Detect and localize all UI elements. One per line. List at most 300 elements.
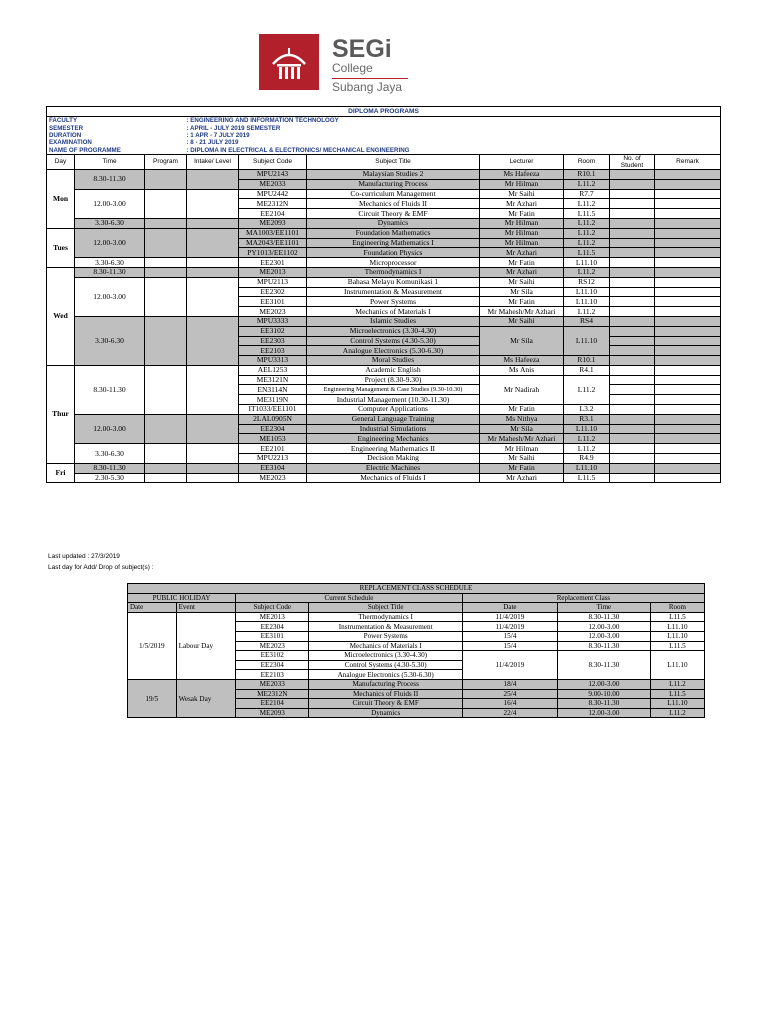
col-header-remark: Remark xyxy=(655,154,721,169)
info-value: : APRIL - JULY 2019 SEMESTER xyxy=(187,124,721,131)
room: R10.1 xyxy=(564,169,610,179)
subject-code: MPU2213 xyxy=(239,454,307,464)
time-cell: 12.00-3.00 xyxy=(75,228,145,257)
lecturer: Mr Sila xyxy=(480,424,564,434)
program-cell xyxy=(145,228,187,257)
subject-title: Mechanics of Fluids II xyxy=(309,689,462,699)
time-cell: 12.00-3.00 xyxy=(75,414,145,443)
lecturer: Ms Nithya xyxy=(480,414,564,424)
remark xyxy=(655,424,721,434)
room: L11.2 xyxy=(564,218,610,228)
intake-cell xyxy=(187,316,239,365)
time-cell: 3.30-6.30 xyxy=(75,258,145,268)
subject-title: Engineering Mechanics xyxy=(307,434,480,444)
students xyxy=(610,405,655,415)
intake-cell xyxy=(187,414,239,443)
time-cell: 12.00-3.00 xyxy=(75,189,145,218)
lecturer: Mr Azhari xyxy=(480,199,564,209)
remark xyxy=(655,258,721,268)
remark xyxy=(655,189,721,199)
col-event: Event xyxy=(176,603,235,613)
subject-code: MPU3333 xyxy=(239,316,307,326)
room: L11.2 xyxy=(564,199,610,209)
subject-title: Foundation Physics xyxy=(307,248,480,258)
timetable xyxy=(46,106,721,483)
intake-cell xyxy=(187,258,239,268)
room: L11.5 xyxy=(564,248,610,258)
subject-code: EE2103 xyxy=(239,346,307,356)
lecturer: Mr Saihi xyxy=(480,454,564,464)
subject-code: ME3119N xyxy=(239,395,307,405)
remark xyxy=(655,307,721,317)
repl-room: L11.5 xyxy=(650,641,704,651)
students xyxy=(610,356,655,366)
repl-time: 8.30-11.30 xyxy=(557,612,650,622)
intake-cell xyxy=(187,267,239,277)
students xyxy=(610,414,655,424)
repl-time: 8.30-11.30 xyxy=(557,651,650,680)
repl-room: L11.5 xyxy=(650,689,704,699)
repl-room: L11.10 xyxy=(650,651,704,680)
room: R7.7 xyxy=(564,189,610,199)
intake-cell xyxy=(187,463,239,473)
students xyxy=(610,209,655,219)
lecturer: Ms Anis xyxy=(480,365,564,375)
subject-title: Circuit Theory & EMF xyxy=(309,699,462,709)
building-icon xyxy=(259,34,319,90)
students xyxy=(610,336,655,346)
subject-title: Thermodynamics I xyxy=(307,267,480,277)
time-cell: 2.30-5.30 xyxy=(75,473,145,483)
logo-college: College xyxy=(332,61,373,75)
day-cell: Mon xyxy=(47,169,75,228)
col-repl-time: Time xyxy=(557,603,650,613)
students xyxy=(610,395,655,405)
subject-code: ME2312N xyxy=(239,199,307,209)
col-subject-title: Subject Title xyxy=(309,603,462,613)
room: L11.10 xyxy=(564,463,610,473)
students xyxy=(610,424,655,434)
subject-code: MPU2143 xyxy=(239,169,307,179)
lecturer: Ms Hafeeza xyxy=(480,169,564,179)
subject-code: ME2033 xyxy=(239,179,307,189)
col-repl-date: Date xyxy=(462,603,557,613)
repl-date: 18/4 xyxy=(462,679,557,689)
subject-code: PY1013/EE1102 xyxy=(239,248,307,258)
page-title: DIPLOMA PROGRAMS xyxy=(47,107,721,117)
students xyxy=(610,316,655,326)
students xyxy=(610,385,655,395)
remark xyxy=(655,473,721,483)
subject-title: Circuit Theory & EMF xyxy=(307,209,480,219)
lecturer: Mr Mahesh/Mr Azhari xyxy=(480,434,564,444)
remark xyxy=(655,267,721,277)
subject-code: ME2093 xyxy=(239,218,307,228)
col-header-program: Program xyxy=(145,154,187,169)
subject-title: Microprocessor xyxy=(307,258,480,268)
lecturer: Mr Fatin xyxy=(480,258,564,268)
remark xyxy=(655,434,721,444)
intake-cell xyxy=(187,277,239,316)
header-public-holiday: PUBLIC HOLIDAY xyxy=(128,593,236,603)
students xyxy=(610,238,655,248)
day-cell: Fri xyxy=(47,463,75,483)
intake-cell xyxy=(187,169,239,189)
room: L11.10 xyxy=(564,287,610,297)
room: L11.10 xyxy=(564,258,610,268)
subject-code: ME2023 xyxy=(239,473,307,483)
room: L11.2 xyxy=(564,179,610,189)
header-current-schedule: Current Schedule xyxy=(236,593,463,603)
subject-code: ME2023 xyxy=(236,641,309,651)
remark xyxy=(655,405,721,415)
subject-title: Islamic Studies xyxy=(307,316,480,326)
repl-room: L11.2 xyxy=(650,708,704,718)
intake-cell xyxy=(187,218,239,228)
col-header-title: Subject Title xyxy=(307,154,480,169)
remark xyxy=(655,326,721,336)
logo-text xyxy=(332,36,408,94)
lecturer: Mr Sila xyxy=(480,287,564,297)
students xyxy=(610,454,655,464)
subject-title: Decision Making xyxy=(307,454,480,464)
add-drop-note: Last day for Add/ Drop of subject(s) : xyxy=(48,564,154,571)
info-label: SEMESTER xyxy=(47,124,187,131)
repl-date: 25/4 xyxy=(462,689,557,699)
lecturer: Mr Nadirah xyxy=(480,375,564,404)
room: R4.9 xyxy=(564,454,610,464)
subject-title: Engineering Management & Case Studies (9.30-10.30) xyxy=(307,385,480,395)
info-value: : DIPLOMA IN ELECTRICAL & ELECTRONICS/ MECHANICAL ENGINEERING xyxy=(187,147,721,155)
lecturer: Mr Azhari xyxy=(480,267,564,277)
repl-date: 22/4 xyxy=(462,708,557,718)
subject-code: AEL1253 xyxy=(239,365,307,375)
subject-code: MPU2442 xyxy=(239,189,307,199)
subject-code: EE2304 xyxy=(236,660,309,670)
repl-time: 12.00-3.00 xyxy=(557,622,650,632)
subject-code: 2LAL0905N xyxy=(239,414,307,424)
students xyxy=(610,444,655,454)
col-subject-code: Subject Code xyxy=(236,603,309,613)
students xyxy=(610,258,655,268)
info-value: : ENGINEERING AND INFORMATION TECHNOLOGY xyxy=(187,117,721,125)
subject-title: Mechanics of Fluids II xyxy=(307,199,480,209)
lecturer: Mr Azhari xyxy=(480,248,564,258)
students xyxy=(610,228,655,238)
lecturer: Mr Sila xyxy=(480,326,564,355)
program-cell xyxy=(145,267,187,277)
repl-room: L11.2 xyxy=(650,679,704,689)
repl-room: L11.10 xyxy=(650,699,704,709)
program-cell xyxy=(145,169,187,189)
col-header-day: Day xyxy=(47,154,75,169)
remark xyxy=(655,277,721,287)
subject-title: Control Systems (4.30-5.30) xyxy=(307,336,480,346)
students xyxy=(610,267,655,277)
subject-code: ME2013 xyxy=(239,267,307,277)
program-cell xyxy=(145,218,187,228)
subject-title: Power Systems xyxy=(309,631,462,641)
subject-code: EE2304 xyxy=(236,622,309,632)
subject-code: EE2301 xyxy=(239,258,307,268)
subject-title: Dynamics xyxy=(307,218,480,228)
students xyxy=(610,365,655,375)
lecturer: Mr Saihi xyxy=(480,316,564,326)
subject-title: Academic English xyxy=(307,365,480,375)
room: L11.2 xyxy=(564,375,610,404)
time-cell: 3.30-6.30 xyxy=(75,444,145,464)
subject-title: Thermodynamics I xyxy=(309,612,462,622)
holiday-event: Labour Day xyxy=(176,612,235,679)
info-value: : 1 APR - 7 JULY 2019 xyxy=(187,132,721,139)
subject-title: Electric Machines xyxy=(307,463,480,473)
repl-time: 8.30-11.30 xyxy=(557,641,650,651)
subject-title: Co-curriculum Management xyxy=(307,189,480,199)
lecturer: Mr Hilman xyxy=(480,228,564,238)
remark xyxy=(655,414,721,424)
students xyxy=(610,326,655,336)
subject-title: Mechanics of Materials I xyxy=(309,641,462,651)
subject-code: EE2302 xyxy=(239,287,307,297)
repl-date: 11/4/2019 xyxy=(462,651,557,680)
lecturer: Mr Saihi xyxy=(480,277,564,287)
students xyxy=(610,434,655,444)
col-header-intake: Intake/ Level xyxy=(187,154,239,169)
subject-title: Moral Studies xyxy=(307,356,480,366)
subject-code: EE2104 xyxy=(239,209,307,219)
repl-date: 11/4/2019 xyxy=(462,622,557,632)
time-cell: 3.30-6.30 xyxy=(75,316,145,365)
subject-title: Microelectronics (3.30-4.30) xyxy=(309,651,462,661)
col-header-time: Time xyxy=(75,154,145,169)
subject-code: MPU3313 xyxy=(239,356,307,366)
remark xyxy=(655,297,721,307)
subject-title: Engineering Mathematics I xyxy=(307,238,480,248)
subject-title: Manufacturing Process xyxy=(307,179,480,189)
time-cell: 3.30-6.30 xyxy=(75,218,145,228)
col-header-code: Subject Code xyxy=(239,154,307,169)
col-repl-room: Room xyxy=(650,603,704,613)
remark xyxy=(655,375,721,385)
holiday-date: 19/5 xyxy=(128,679,177,717)
subject-code: ME2023 xyxy=(239,307,307,317)
students xyxy=(610,346,655,356)
remark xyxy=(655,463,721,473)
repl-time: 8.30-11.30 xyxy=(557,699,650,709)
subject-title: Bahasa Melayu Komunikasi 1 xyxy=(307,277,480,287)
subject-code: EN3114N xyxy=(239,385,307,395)
subject-title: Computer Applications xyxy=(307,405,480,415)
lecturer: Mr Fatin xyxy=(480,297,564,307)
program-cell xyxy=(145,258,187,268)
subject-title: Manufacturing Process xyxy=(309,679,462,689)
subject-title: Instrumentation & Measurement xyxy=(309,622,462,632)
students xyxy=(610,375,655,385)
subject-code: ME2033 xyxy=(236,679,309,689)
time-cell: 12.00-3.00 xyxy=(75,277,145,316)
room: RS4 xyxy=(564,316,610,326)
lecturer: Mr Mahesh/Mr Azhari xyxy=(480,307,564,317)
col-header-lecturer: Lecturer xyxy=(480,154,564,169)
students xyxy=(610,179,655,189)
subject-title: Instrumentation & Measurement xyxy=(307,287,480,297)
subject-title: Power Systems xyxy=(307,297,480,307)
col-header-room: Room xyxy=(564,154,610,169)
students xyxy=(610,218,655,228)
program-cell xyxy=(145,365,187,414)
repl-room: L11.10 xyxy=(650,631,704,641)
remark xyxy=(655,179,721,189)
room: L11.2 xyxy=(564,238,610,248)
room: L11.5 xyxy=(564,473,610,483)
subject-code: EE3101 xyxy=(236,631,309,641)
col-date: Date xyxy=(128,603,177,613)
subject-code: EE2304 xyxy=(239,424,307,434)
remark xyxy=(655,287,721,297)
time-cell: 8.30-11.30 xyxy=(75,365,145,414)
remark xyxy=(655,218,721,228)
subject-code: MPU2113 xyxy=(239,277,307,287)
repl-time: 12.00-3.00 xyxy=(557,631,650,641)
program-cell xyxy=(145,414,187,443)
holiday-date: 1/5/2019 xyxy=(128,612,177,679)
program-cell xyxy=(145,316,187,365)
remark xyxy=(655,209,721,219)
intake-cell xyxy=(187,189,239,218)
intake-cell xyxy=(187,365,239,414)
students xyxy=(610,297,655,307)
day-cell: Tues xyxy=(47,228,75,267)
students xyxy=(610,248,655,258)
room: L11.5 xyxy=(564,209,610,219)
subject-code: EE3102 xyxy=(239,326,307,336)
subject-title: Analogue Electronics (5.30-6.30) xyxy=(309,670,462,680)
repl-date: 15/4 xyxy=(462,641,557,651)
students xyxy=(610,189,655,199)
subject-title: Malaysian Studies 2 xyxy=(307,169,480,179)
subject-title: Dynamics xyxy=(309,708,462,718)
holiday-event: Wesak Day xyxy=(176,679,235,717)
room: L11.10 xyxy=(564,297,610,307)
remark xyxy=(655,238,721,248)
lecturer: Mr Fatin xyxy=(480,463,564,473)
room: L11.10 xyxy=(564,424,610,434)
info-label: FACULTY xyxy=(47,117,187,125)
subject-title: Microelectronics (3.30-4.30) xyxy=(307,326,480,336)
repl-date: 11/4/2019 xyxy=(462,612,557,622)
logo-brand: SEGi xyxy=(332,35,392,63)
subject-title: Foundation Mathematics xyxy=(307,228,480,238)
repl-room: L11.5 xyxy=(650,612,704,622)
subject-code: EE2103 xyxy=(236,670,309,680)
intake-cell xyxy=(187,228,239,257)
remark xyxy=(655,169,721,179)
subject-code: EE3102 xyxy=(236,651,309,661)
room: L3.2 xyxy=(564,405,610,415)
subject-code: IT1033/EE1101 xyxy=(239,405,307,415)
room: R3.1 xyxy=(564,414,610,424)
subject-title: General Language Training xyxy=(307,414,480,424)
subject-title: Industrial Management (10.30-11.30) xyxy=(307,395,480,405)
remark xyxy=(655,395,721,405)
students xyxy=(610,287,655,297)
subject-code: EE3104 xyxy=(239,463,307,473)
remark xyxy=(655,356,721,366)
remark xyxy=(655,454,721,464)
lecturer: Mr Azhari xyxy=(480,473,564,483)
room: L11.2 xyxy=(564,307,610,317)
remark xyxy=(655,365,721,375)
subject-title: Engineering Mathematics II xyxy=(307,444,480,454)
subject-code: EE2303 xyxy=(239,336,307,346)
logo-campus: Subang Jaya xyxy=(332,80,403,94)
subject-code: EE2101 xyxy=(239,444,307,454)
subject-title: Industrial Simulations xyxy=(307,424,480,434)
remark xyxy=(655,228,721,238)
repl-time: 12.00-3.00 xyxy=(557,708,650,718)
subject-title: Control Systems (4.30-5.30) xyxy=(309,660,462,670)
time-cell: 8.30-11.30 xyxy=(75,267,145,277)
program-cell xyxy=(145,463,187,473)
students xyxy=(610,199,655,209)
intake-cell xyxy=(187,444,239,464)
room: L11.10 xyxy=(564,326,610,355)
subject-code: EE2104 xyxy=(236,699,309,709)
subject-title: Mechanics of Materials I xyxy=(307,307,480,317)
col-header-students: No. of Student xyxy=(610,154,655,169)
subject-code: ME1053 xyxy=(239,434,307,444)
segi-logo-emblem xyxy=(259,34,319,90)
lecturer: Ms Hafeeza xyxy=(480,356,564,366)
remark xyxy=(655,346,721,356)
last-updated-note: Last updated : 27/3/2019 xyxy=(48,553,120,560)
repl-time: 12.00-3.00 xyxy=(557,679,650,689)
info-label: NAME OF PROGRAMME xyxy=(47,147,187,155)
replacement-title: REPLACEMENT CLASS SCHEDULE xyxy=(128,584,705,594)
lecturer: Mr Hilman xyxy=(480,218,564,228)
program-cell xyxy=(145,189,187,218)
repl-date: 16/4 xyxy=(462,699,557,709)
info-label: DURATION xyxy=(47,132,187,139)
students xyxy=(610,277,655,287)
program-cell xyxy=(145,473,187,483)
intake-cell xyxy=(187,473,239,483)
repl-date: 15/4 xyxy=(462,631,557,641)
students xyxy=(610,307,655,317)
day-cell: Wed xyxy=(47,267,75,365)
info-value: : 8 - 21 JULY 2019 xyxy=(187,139,721,146)
program-cell xyxy=(145,444,187,464)
room: R4.1 xyxy=(564,365,610,375)
replacement-table xyxy=(127,583,705,718)
subject-code: MA1003/EE1101 xyxy=(239,228,307,238)
lecturer: Mr Hilman xyxy=(480,444,564,454)
remark xyxy=(655,444,721,454)
subject-title: Project (8.30-9.30) xyxy=(307,375,480,385)
room: L11.2 xyxy=(564,434,610,444)
time-cell: 8.30-11.30 xyxy=(75,169,145,189)
subject-title: Analogue Electronics (5.30-6.30) xyxy=(307,346,480,356)
remark xyxy=(655,248,721,258)
room: L11.2 xyxy=(564,228,610,238)
repl-room: L11.10 xyxy=(650,622,704,632)
subject-code: ME2312N xyxy=(236,689,309,699)
room: L11.2 xyxy=(564,267,610,277)
subject-code: MA2043/EE1101 xyxy=(239,238,307,248)
remark xyxy=(655,385,721,395)
subject-code: ME2013 xyxy=(236,612,309,622)
remark xyxy=(655,199,721,209)
